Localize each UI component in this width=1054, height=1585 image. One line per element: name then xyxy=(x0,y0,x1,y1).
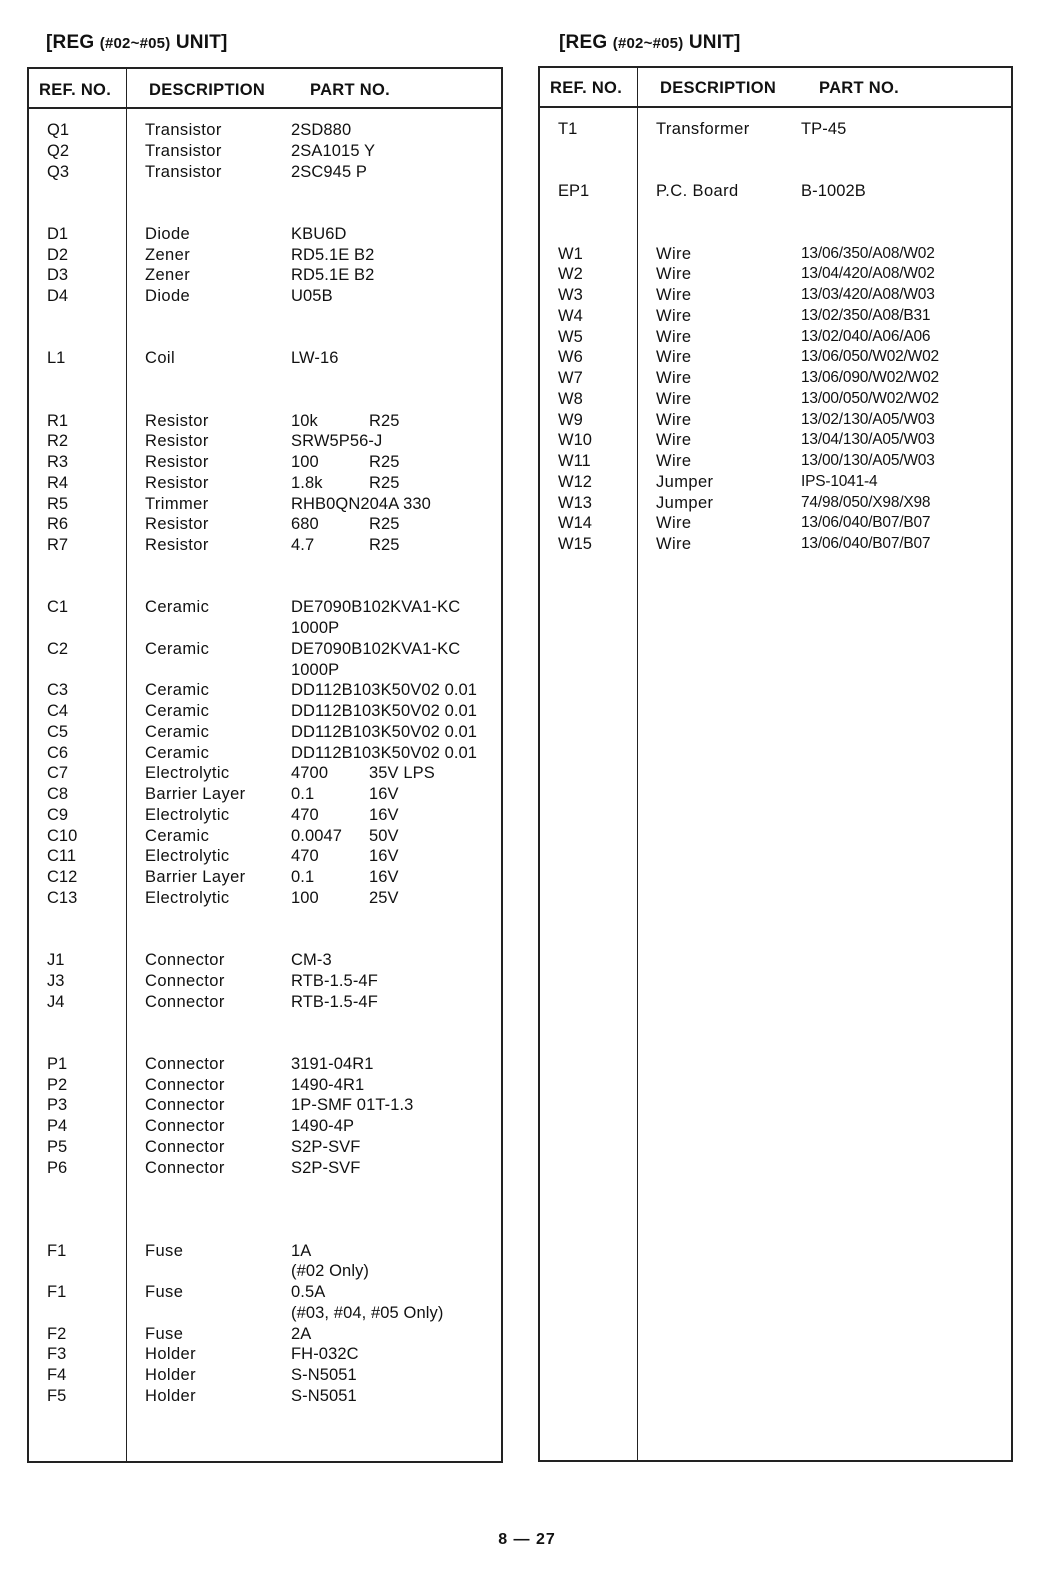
part-no-cell: 3191-04R1 xyxy=(291,1054,374,1073)
part-no-cell: S-N5051 xyxy=(291,1386,357,1405)
description-cell: Wire xyxy=(656,389,692,408)
ref-no-cell: W14 xyxy=(558,514,592,533)
ref-no-cell: R1 xyxy=(47,411,69,430)
ref-no-cell: W11 xyxy=(558,452,591,470)
description-cell: Wire xyxy=(656,452,692,470)
part-no-cell: DE7090B102KVA1-KC xyxy=(291,598,461,617)
ref-no-cell: C6 xyxy=(47,743,69,762)
part-no-cell: RHB0QN204A 330 xyxy=(291,494,431,513)
ref-no-cell: C13 xyxy=(47,888,78,907)
ref-no-cell: P6 xyxy=(47,1158,68,1177)
description-cell: Wire xyxy=(656,306,692,325)
ref-no-cell: C9 xyxy=(47,805,69,824)
description-cell: Wire xyxy=(656,535,692,553)
ref-no-cell: C11 xyxy=(47,847,77,866)
description-cell: Electrolytic xyxy=(145,764,230,783)
part-no-cell xyxy=(291,846,399,866)
part-value: 4700 xyxy=(291,764,329,783)
part-value: 0.0047 xyxy=(291,826,343,845)
part-no-cell: 74/98/050/X98/X98 xyxy=(801,493,931,511)
part-rating: 16V xyxy=(369,847,399,866)
ref-no-cell: W8 xyxy=(558,389,583,408)
part-value: 470 xyxy=(291,847,319,866)
description-cell: Fuse xyxy=(145,1241,184,1260)
part-no-cell: 1P-SMF 01T-1.3 xyxy=(291,1096,414,1115)
part-no-cell: 1490-4R1 xyxy=(291,1075,365,1094)
page-number: 8 — 27 xyxy=(498,1531,556,1548)
part-no-cell xyxy=(291,473,400,493)
description-cell: Wire xyxy=(656,265,692,284)
left-header-rule xyxy=(29,107,501,109)
part-no-cell xyxy=(291,784,399,804)
ref-no-cell: D3 xyxy=(47,266,69,285)
description-cell: Jumper xyxy=(656,493,714,512)
description-cell: P.C. Board xyxy=(656,182,739,201)
part-no-cell: RTB-1.5-4F xyxy=(291,971,378,990)
part-rating: R25 xyxy=(369,515,400,534)
ref-no-cell: C8 xyxy=(47,785,69,803)
part-value: 470 xyxy=(291,805,319,824)
description-cell: Wire xyxy=(656,369,692,387)
part-no-cell: 1000P xyxy=(291,619,340,637)
description-cell: Wire xyxy=(656,348,692,367)
ref-no-cell: W2 xyxy=(558,265,583,284)
description-cell: Connector xyxy=(145,1158,225,1177)
ref-no-cell: T1 xyxy=(558,120,578,138)
left-header-part: PART NO. xyxy=(310,81,391,99)
part-no-cell: 13/06/040/B07/B07 xyxy=(801,535,931,552)
part-no-cell: 13/06/350/A08/W02 xyxy=(801,244,935,262)
ref-no-cell: F1 xyxy=(47,1283,67,1301)
ref-no-cell: W13 xyxy=(558,493,592,512)
ref-no-cell: C5 xyxy=(47,722,69,741)
ref-no-cell: C10 xyxy=(47,826,78,845)
ref-no-cell: Q1 xyxy=(47,121,70,139)
description-cell: Zener xyxy=(145,266,191,285)
ref-no-cell: W6 xyxy=(558,348,583,367)
ref-no-cell: F4 xyxy=(47,1366,67,1384)
ref-no-cell: D1 xyxy=(47,224,69,243)
part-no-cell xyxy=(291,867,399,887)
part-no-cell: 2SA1015 Y xyxy=(291,141,376,160)
description-cell: Connector xyxy=(145,1054,225,1073)
ref-no-cell: W12 xyxy=(558,472,592,491)
part-rating: R25 xyxy=(369,536,400,554)
part-no-cell: S2P-SVF xyxy=(291,1137,361,1156)
right-title-end: UNIT] xyxy=(683,32,741,53)
part-no-cell: 13/04/420/A08/W02 xyxy=(801,265,935,283)
left-title-end: UNIT] xyxy=(170,32,228,53)
description-cell: Wire xyxy=(656,431,692,450)
ref-no-cell: EP1 xyxy=(558,182,590,201)
part-no-cell: 2SC945 P xyxy=(291,162,368,181)
part-value: 1.8k xyxy=(291,473,323,492)
part-no-cell: CM-3 xyxy=(291,951,332,969)
description-cell: Trimmer xyxy=(145,494,209,513)
description-cell: Electrolytic xyxy=(145,847,230,866)
part-no-cell: RD5.1E B2 xyxy=(291,245,375,264)
description-cell: Wire xyxy=(656,514,692,533)
part-no-cell: 1490-4P xyxy=(291,1117,355,1135)
description-cell: Connector xyxy=(145,1075,225,1094)
ref-no-cell: F1 xyxy=(47,1241,67,1260)
right-title-sub: (#02~#05) xyxy=(612,35,684,52)
description-cell: Ceramic xyxy=(145,722,210,741)
ref-no-cell: D4 xyxy=(47,287,69,305)
part-no-cell xyxy=(291,452,400,472)
part-rating: 25V xyxy=(369,888,399,907)
description-cell: Ceramic xyxy=(145,598,210,617)
part-no-cell: LW-16 xyxy=(291,349,339,368)
description-cell: Diode xyxy=(145,287,191,305)
description-cell: Wire xyxy=(656,327,692,346)
left-header-ref: REF. NO. xyxy=(39,81,112,99)
part-no-cell: (#02 Only) xyxy=(291,1262,370,1281)
part-rating: R25 xyxy=(369,473,400,492)
right-header-desc: DESCRIPTION xyxy=(660,79,777,97)
description-cell: Resistor xyxy=(145,453,209,471)
part-rating: R25 xyxy=(369,453,400,471)
part-no-cell xyxy=(291,763,435,783)
right-title-main: [REG xyxy=(559,32,613,53)
ref-no-cell: W4 xyxy=(558,306,583,325)
part-rating: 16V xyxy=(369,785,399,803)
part-no-cell xyxy=(291,411,400,431)
description-cell: Connector xyxy=(145,951,225,969)
part-no-cell: 13/02/130/A05/W03 xyxy=(801,410,935,428)
ref-no-cell: F3 xyxy=(47,1345,67,1364)
ref-no-cell: C3 xyxy=(47,681,69,700)
part-no-cell: 2A xyxy=(291,1324,312,1343)
description-cell: Ceramic xyxy=(145,826,210,845)
description-cell: Transformer xyxy=(656,120,750,138)
description-cell: Resistor xyxy=(145,536,209,554)
part-no-cell: DD112B103K50V02 0.01 xyxy=(291,681,478,700)
part-no-cell: DE7090B102KVA1-KC xyxy=(291,639,461,658)
ref-no-cell: W15 xyxy=(558,535,592,553)
ref-no-cell: R3 xyxy=(47,453,69,471)
left-section-title xyxy=(46,32,228,54)
part-no-cell: DD112B103K50V02 0.01 xyxy=(291,702,478,720)
part-no-cell: 1A xyxy=(291,1241,312,1260)
part-value: 680 xyxy=(291,515,319,534)
right-header-part: PART NO. xyxy=(819,79,900,97)
part-no-cell: 13/03/420/A08/W03 xyxy=(801,286,935,303)
description-cell: Wire xyxy=(656,286,692,304)
description-cell: Holder xyxy=(145,1345,197,1364)
ref-no-cell: C12 xyxy=(47,868,78,886)
part-no-cell: TP-45 xyxy=(801,120,847,138)
ref-no-cell: D2 xyxy=(47,245,69,264)
part-value: 4.7 xyxy=(291,536,315,554)
right-header-ref: REF. NO. xyxy=(550,79,623,97)
ref-no-cell: W9 xyxy=(558,410,583,429)
ref-no-cell: Q3 xyxy=(47,162,70,181)
part-no-cell: RD5.1E B2 xyxy=(291,266,375,285)
left-title-sub: (#02~#05) xyxy=(99,35,171,52)
ref-no-cell: R5 xyxy=(47,494,69,513)
right-header-rule xyxy=(540,106,1011,108)
part-no-cell: DD112B103K50V02 0.01 xyxy=(291,743,478,762)
part-no-cell: 13/02/350/A08/B31 xyxy=(801,306,931,324)
part-no-cell: 13/06/050/W02/W02 xyxy=(801,348,939,366)
right-col-divider xyxy=(637,68,638,1460)
ref-no-cell: F5 xyxy=(47,1386,67,1405)
description-cell: Connector xyxy=(145,1137,225,1156)
description-cell: Electrolytic xyxy=(145,888,230,907)
part-value: 10k xyxy=(291,411,318,430)
part-value: 100 xyxy=(291,453,319,471)
description-cell: Resistor xyxy=(145,473,209,492)
description-cell: Zener xyxy=(145,245,191,264)
description-cell: Connector xyxy=(145,992,225,1011)
description-cell: Wire xyxy=(656,410,692,429)
part-no-cell: DD112B103K50V02 0.01 xyxy=(291,722,478,741)
part-no-cell: 0.5A xyxy=(291,1283,326,1301)
part-no-cell xyxy=(291,514,400,534)
description-cell: Fuse xyxy=(145,1324,184,1343)
ref-no-cell: W10 xyxy=(558,431,592,450)
description-cell: Resistor xyxy=(145,515,209,534)
part-rating: 50V xyxy=(369,826,399,845)
ref-no-cell: C4 xyxy=(47,702,69,720)
part-no-cell: 2SD880 xyxy=(291,121,352,139)
description-cell: Connector xyxy=(145,1096,225,1115)
part-rating: 16V xyxy=(369,868,399,886)
description-cell: Connector xyxy=(145,971,225,990)
part-no-cell: RTB-1.5-4F xyxy=(291,992,378,1011)
ref-no-cell: P2 xyxy=(47,1075,68,1094)
description-cell: Connector xyxy=(145,1117,225,1135)
part-rating: R25 xyxy=(369,411,400,430)
ref-no-cell: J4 xyxy=(47,992,65,1011)
description-cell: Jumper xyxy=(656,472,714,491)
left-parts-table xyxy=(27,67,503,1463)
description-cell: Ceramic xyxy=(145,702,210,720)
description-cell: Ceramic xyxy=(145,681,210,700)
description-cell: Transistor xyxy=(145,162,222,181)
part-no-cell: 13/00/130/A05/W03 xyxy=(801,452,935,469)
ref-no-cell: C1 xyxy=(47,598,69,617)
ref-no-cell: P1 xyxy=(47,1054,68,1073)
description-cell: Ceramic xyxy=(145,743,210,762)
part-no-cell: 13/00/050/W02/W02 xyxy=(801,389,939,407)
part-no-cell: U05B xyxy=(291,287,333,305)
description-cell: Diode xyxy=(145,224,191,243)
part-rating: 16V xyxy=(369,805,399,824)
part-no-cell: 13/06/040/B07/B07 xyxy=(801,514,931,532)
part-no-cell xyxy=(291,535,400,555)
part-no-cell xyxy=(291,805,399,825)
ref-no-cell: W5 xyxy=(558,327,583,346)
right-section-title xyxy=(559,32,741,54)
ref-no-cell: C2 xyxy=(47,639,69,658)
ref-no-cell: J3 xyxy=(47,971,65,990)
part-no-cell: 1000P xyxy=(291,660,340,679)
ref-no-cell: J1 xyxy=(47,951,65,969)
description-cell: Holder xyxy=(145,1386,197,1405)
part-no-cell: 13/06/090/W02/W02 xyxy=(801,369,939,386)
ref-no-cell: Q2 xyxy=(47,141,70,160)
description-cell: Transistor xyxy=(145,121,222,139)
description-cell: Resistor xyxy=(145,411,209,430)
ref-no-cell: P3 xyxy=(47,1096,68,1115)
ref-no-cell: R2 xyxy=(47,432,69,451)
left-title-main: [REG xyxy=(46,32,100,53)
ref-no-cell: W7 xyxy=(558,369,583,387)
description-cell: Barrier Layer xyxy=(145,868,246,886)
part-value: 100 xyxy=(291,888,319,907)
description-cell: Transistor xyxy=(145,141,222,160)
ref-no-cell: R6 xyxy=(47,515,69,534)
ref-no-cell: W1 xyxy=(558,244,583,263)
part-no-cell: KBU6D xyxy=(291,224,347,243)
description-cell: Resistor xyxy=(145,432,209,451)
left-header-desc: DESCRIPTION xyxy=(149,81,266,99)
ref-no-cell: W3 xyxy=(558,286,583,304)
part-no-cell: (#03, #04, #05 Only) xyxy=(291,1303,444,1322)
description-cell: Electrolytic xyxy=(145,805,230,824)
part-no-cell: FH-032C xyxy=(291,1345,359,1364)
ref-no-cell: R4 xyxy=(47,473,69,492)
part-no-cell: S2P-SVF xyxy=(291,1158,361,1177)
description-cell: Fuse xyxy=(145,1283,184,1301)
part-rating: 35V LPS xyxy=(369,764,435,783)
part-no-cell: SRW5P56-J xyxy=(291,432,383,451)
ref-no-cell: F2 xyxy=(47,1324,67,1343)
right-parts-table xyxy=(538,66,1013,1462)
part-no-cell: 13/02/040/A06/A06 xyxy=(801,327,931,345)
ref-no-cell: L1 xyxy=(47,349,66,368)
part-no-cell: 13/04/130/A05/W03 xyxy=(801,431,935,449)
part-value: 0.1 xyxy=(291,868,315,886)
description-cell: Barrier Layer xyxy=(145,785,246,803)
part-value: 0.1 xyxy=(291,785,315,803)
ref-no-cell: C7 xyxy=(47,764,69,783)
ref-no-cell: P5 xyxy=(47,1137,68,1156)
part-no-cell: B-1002B xyxy=(801,182,866,201)
description-cell: Ceramic xyxy=(145,639,210,658)
part-no-cell xyxy=(291,888,399,908)
part-no-cell: IPS-1041-4 xyxy=(801,472,878,490)
part-no-cell xyxy=(291,826,399,846)
part-no-cell: S-N5051 xyxy=(291,1366,357,1384)
description-cell: Wire xyxy=(656,244,692,263)
ref-no-cell: R7 xyxy=(47,536,69,554)
ref-no-cell: P4 xyxy=(47,1117,68,1135)
left-col-divider xyxy=(126,69,127,1461)
description-cell: Coil xyxy=(145,349,176,368)
description-cell: Holder xyxy=(145,1366,197,1384)
